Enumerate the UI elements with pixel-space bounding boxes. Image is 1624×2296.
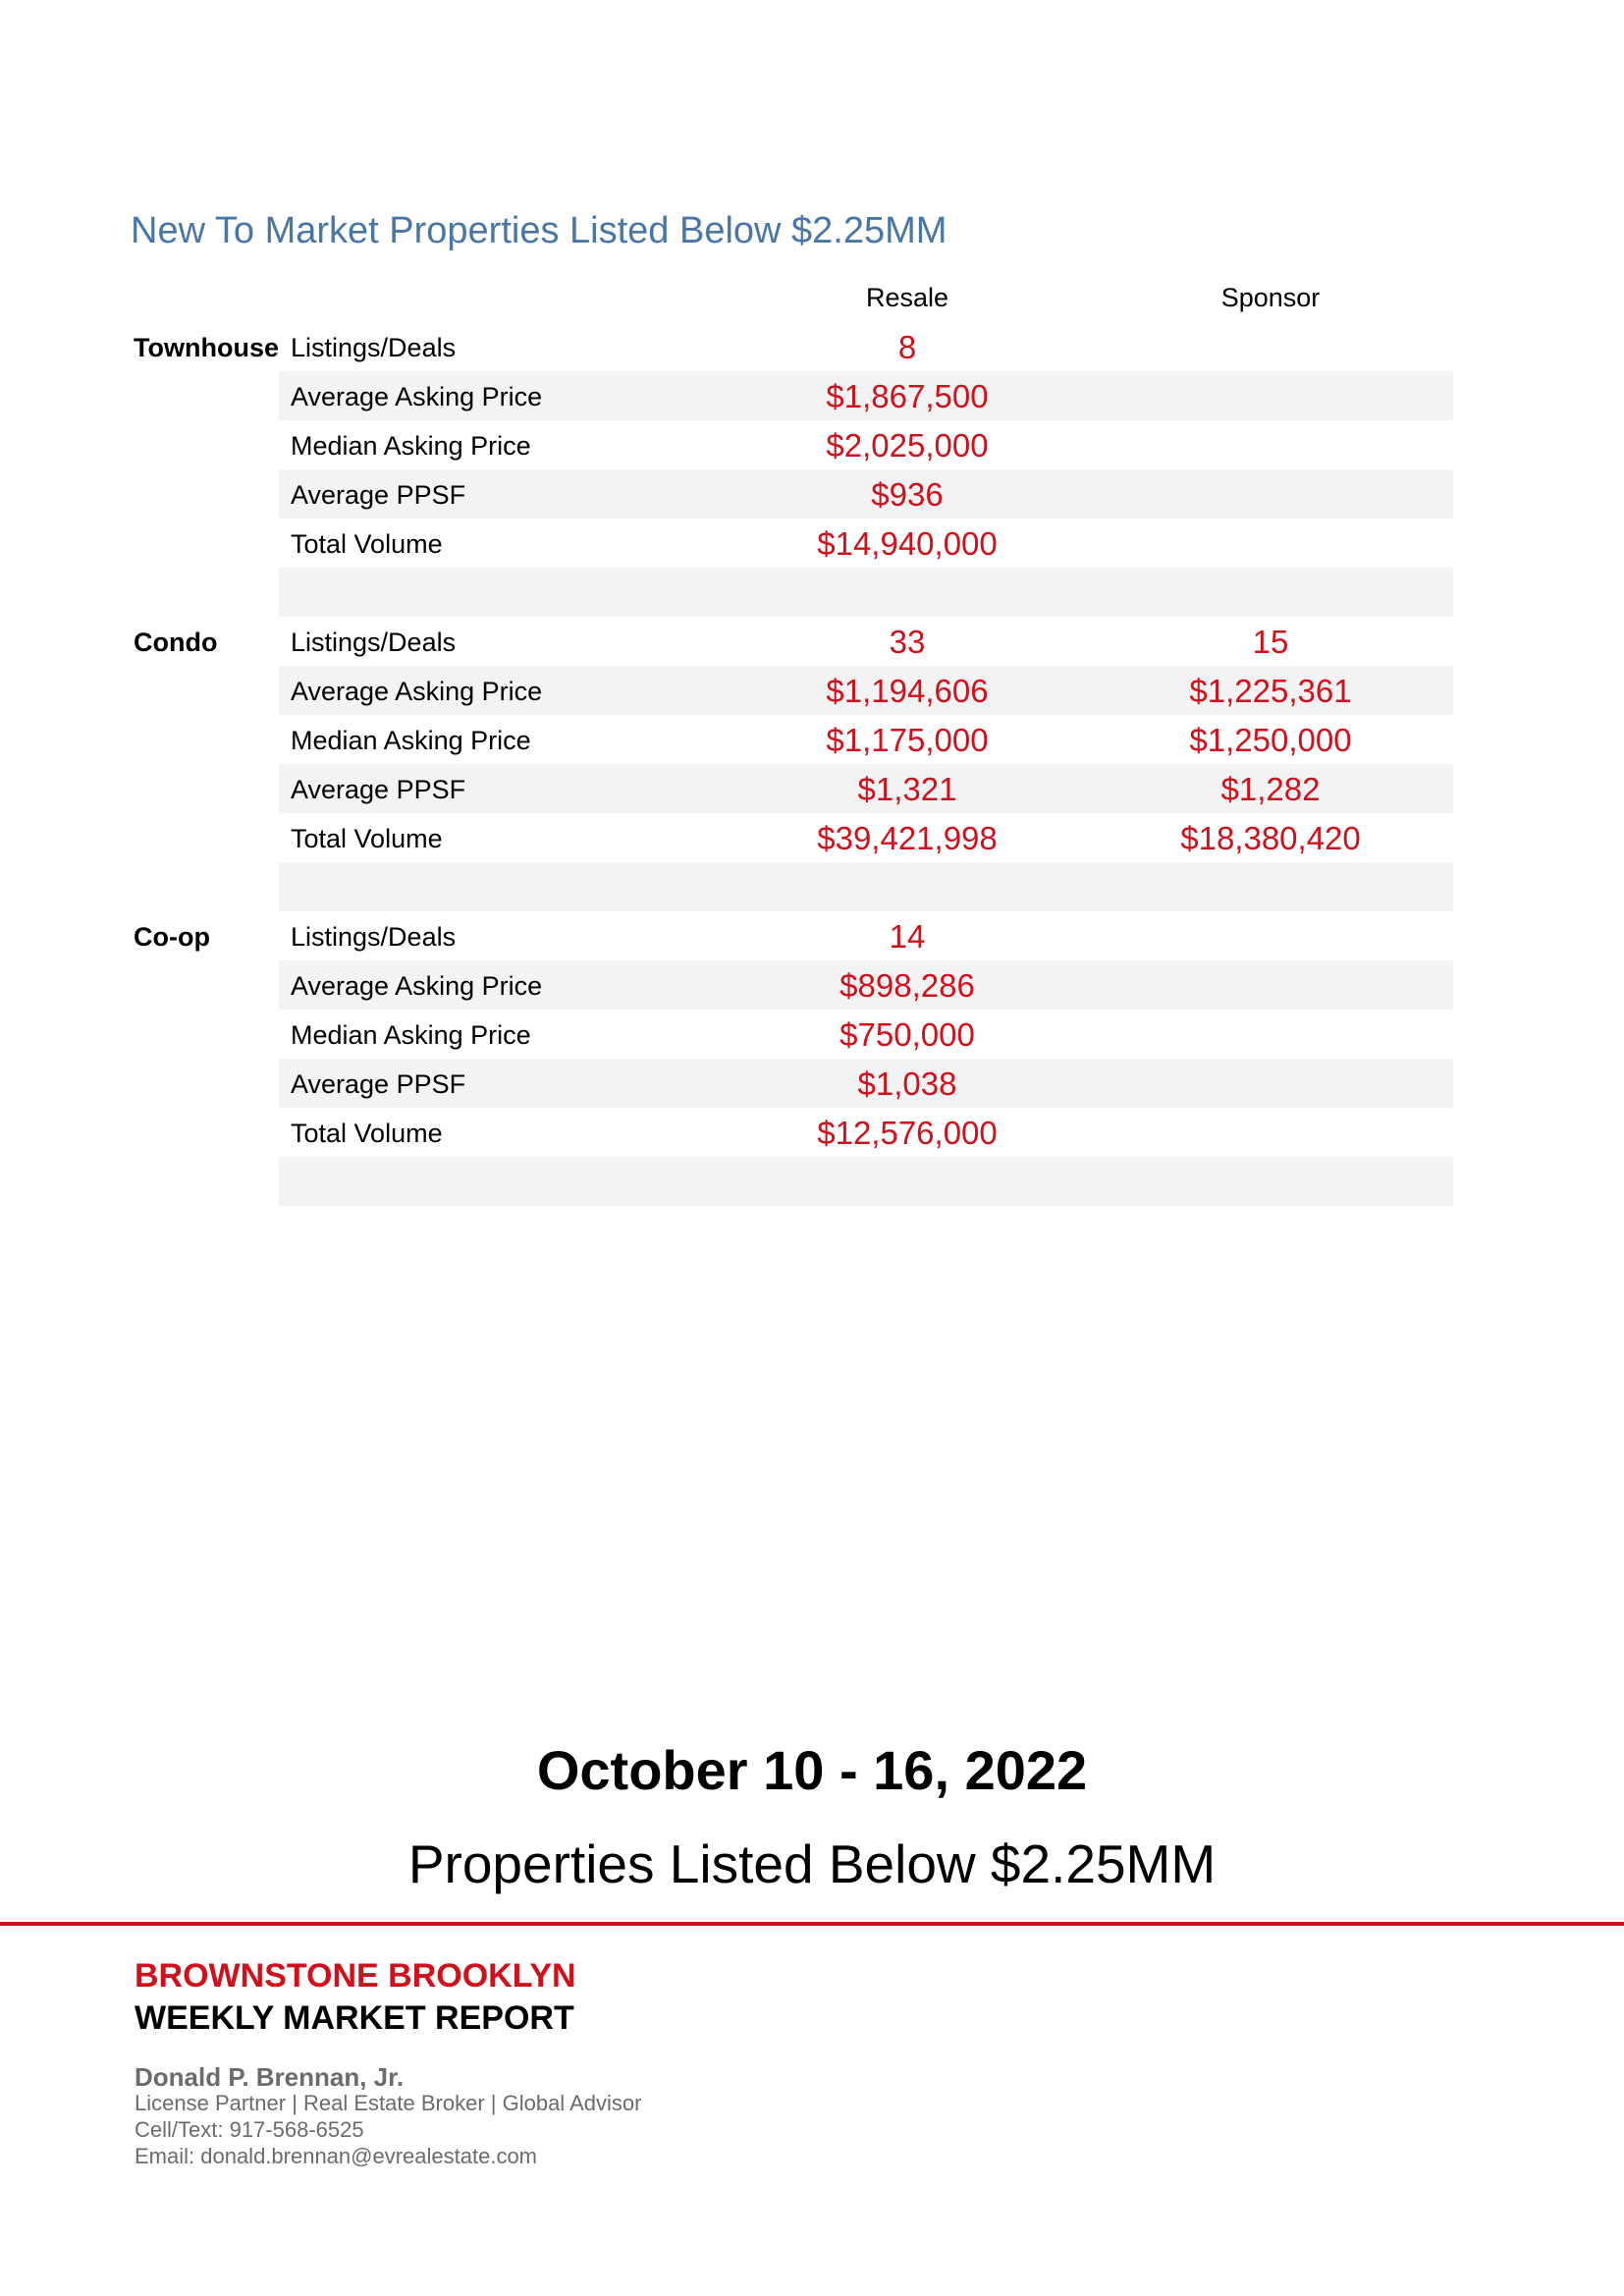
metric-label: Total Volume [291,1119,443,1148]
table-row [0,371,1624,420]
agent-phone: Cell/Text: 917-568-6525 [135,2117,364,2142]
metric-label: Average PPSF [291,1069,466,1099]
table-spacer-row [0,862,1624,911]
table-row [0,715,1624,764]
sponsor-value: $1,225,361 [1189,673,1352,709]
metric-label: Median Asking Price [291,726,531,755]
row-band [279,862,1453,911]
table-group [0,911,1624,1206]
table-group [0,322,1624,617]
table-row [0,1059,1624,1108]
metric-label: Total Volume [291,824,443,853]
row-band [279,568,1453,617]
resale-value: $39,421,998 [817,820,998,856]
table-group [0,617,1624,911]
metric-label: Listings/Deals [291,333,457,362]
table-row [0,617,1624,666]
agent-email: Email: donald.brennan@evrealestate.com [135,2144,538,2168]
resale-value: $936 [871,476,944,513]
column-header-sponsor: Sponsor [1220,283,1321,312]
resale-value: 33 [889,624,926,660]
sponsor-value: 15 [1252,624,1289,660]
property-type-label: Condo [134,628,218,657]
footer-divider [0,1922,1624,1926]
resale-value: 14 [889,918,926,955]
table-row [0,813,1624,862]
metric-label: Average Asking Price [291,382,543,411]
resale-value: $1,321 [857,771,957,807]
metric-label: Listings/Deals [291,922,457,952]
sponsor-value: $1,250,000 [1189,722,1352,758]
resale-value: $1,175,000 [826,722,989,758]
table-row [0,911,1624,960]
metric-label: Median Asking Price [291,431,531,461]
resale-value: $750,000 [839,1016,975,1053]
resale-value: $1,038 [857,1066,957,1102]
metric-label: Average PPSF [291,480,466,510]
agent-name: Donald P. Brennan, Jr. [135,2062,405,2092]
table-row [0,519,1624,568]
metric-label: Average Asking Price [291,971,543,1001]
resale-value: $898,286 [839,967,975,1004]
metric-label: Median Asking Price [291,1020,531,1050]
table-spacer-row [0,1157,1624,1206]
sponsor-value: $1,282 [1220,771,1321,807]
report-name: WEEKLY MARKET REPORT [135,1999,574,2037]
property-type-label: Townhouse [134,333,279,362]
agent-title: License Partner | Real Estate Broker | Global Advisor [135,2091,642,2115]
resale-value: 8 [897,329,917,365]
resale-value: $12,576,000 [817,1115,998,1151]
report-period: October 10 - 16, 2022 [536,1739,1088,1801]
brand-name: BROWNSTONE BROOKLYN [135,1957,576,1995]
table-row [0,1010,1624,1059]
sponsor-value: $18,380,420 [1180,820,1361,856]
section-title: New To Market Properties Listed Below $2.25MM [131,210,947,251]
metric-label: Listings/Deals [291,628,457,657]
market-table [0,322,1624,1206]
table-row [0,420,1624,469]
metric-label: Total Volume [291,529,443,559]
table-row [0,1108,1624,1157]
resale-value: $2,025,000 [826,427,989,464]
resale-value: $1,867,500 [826,378,989,414]
table-row [0,764,1624,813]
table-row [0,322,1624,371]
table-spacer-row [0,568,1624,617]
property-type-label: Co-op [134,922,210,952]
metric-label: Average PPSF [291,775,466,804]
table-row [0,666,1624,715]
table-row [0,960,1624,1010]
resale-value: $1,194,606 [826,673,989,709]
table-row [0,469,1624,519]
row-band [279,1157,1453,1206]
report-subtitle: Properties Listed Below $2.25MM [407,1833,1217,1894]
resale-value: $14,940,000 [817,525,998,562]
metric-label: Average Asking Price [291,677,543,706]
column-header-resale: Resale [865,283,949,312]
